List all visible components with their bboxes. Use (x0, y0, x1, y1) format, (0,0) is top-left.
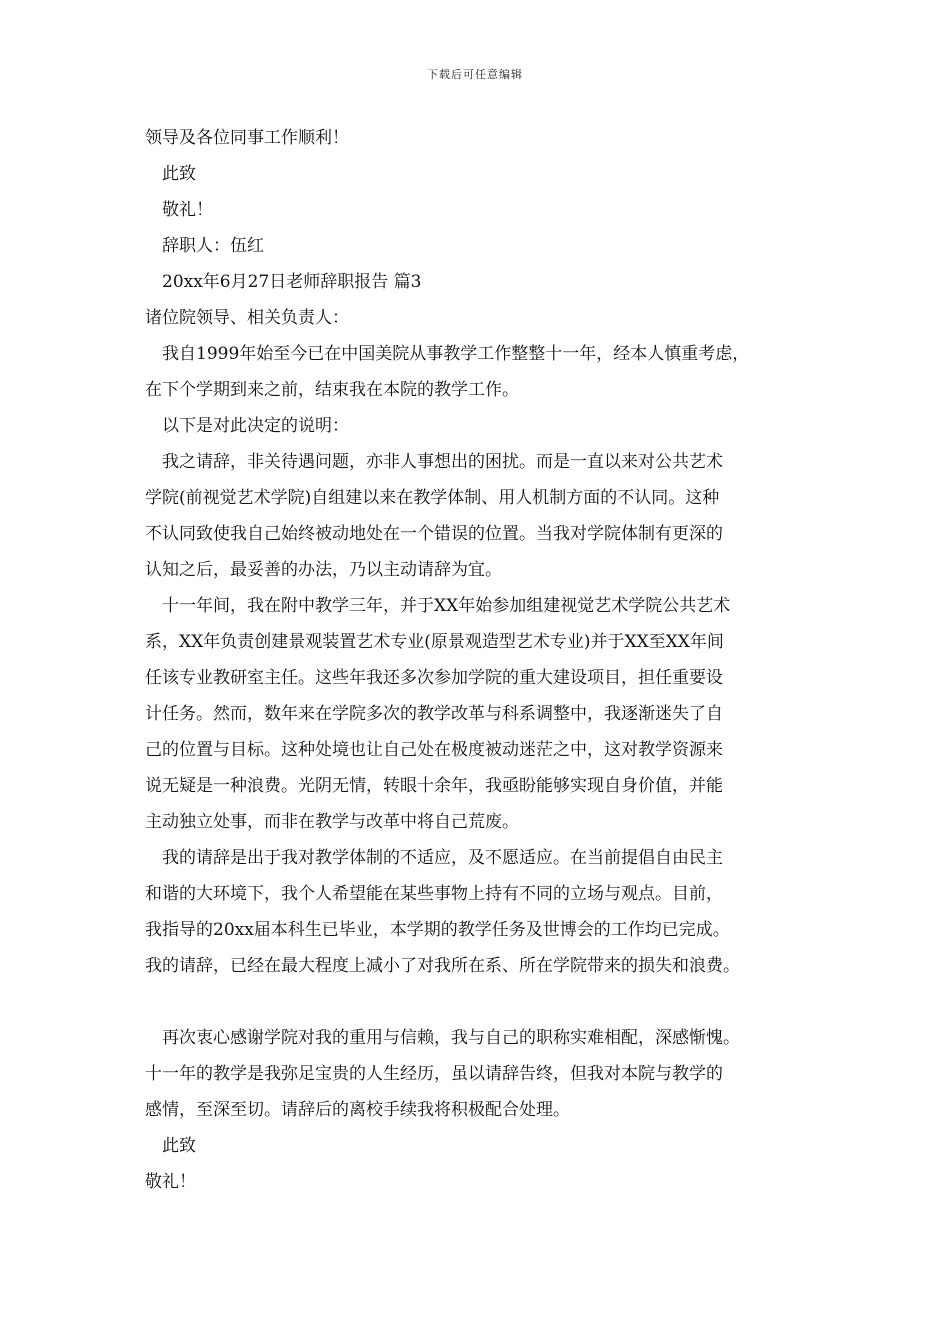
text-line: 敬礼！ (145, 200, 213, 220)
text-line: 领导及各位同事工作顺利！ (145, 128, 349, 148)
text-line: 和谐的大环境下，我个人希望能在某些事物上持有不同的立场与观点。目前， (145, 884, 723, 904)
text-line: 以下是对此决定的说明： (145, 416, 349, 436)
text-line: 我指导的20xx届本科生已毕业，本学期的教学任务及世博会的工作均已完成。 (145, 920, 730, 940)
text-line: 十一年间，我在附中教学三年，并于XX年始参加组建视觉艺术学院公共艺术 (145, 596, 731, 616)
text-line: 我之请辞，非关待遇问题，亦非人事想出的困扰。而是一直以来对公共艺术 (145, 452, 723, 472)
text-line: 认知之后，最妥善的办法，乃以主动请辞为宜。 (145, 560, 502, 580)
text-line: 感情，至深至切。请辞后的离校手续我将积极配合处理。 (145, 1100, 570, 1120)
text-line: 此致 (145, 164, 196, 184)
text-line: 不认同致使我自己始终被动地处在一个错误的位置。当我对学院体制有更深的 (145, 524, 723, 544)
text-line: 计任务。然而，数年来在学院多次的教学改革与科系调整中，我逐渐迷失了自 (145, 704, 723, 724)
text-line: 学院(前视觉艺术学院)自组建以来在教学体制、用人机制方面的不认同。这种 (145, 488, 720, 508)
text-line: 在下个学期到来之前，结束我在本院的教学工作。 (145, 380, 519, 400)
text-line: 辞职人：伍红 (145, 236, 264, 256)
text-line: 系，XX年负责创建景观装置艺术专业(原景观造型艺术专业)并于XX至XX年间 (145, 632, 724, 652)
text-line: 己的位置与目标。这种处境也让自己处在极度被动迷茫之中，这对教学资源来 (145, 740, 723, 760)
text-line: 诸位院领导、相关负责人： (145, 308, 349, 328)
text-line: 再次衷心感谢学院对我的重用与信赖，我与自己的职称实难相配，深感惭愧。 (145, 1028, 740, 1048)
text-line: 我的请辞，已经在最大程度上减小了对我所在系、所在学院带来的损失和浪费。 (145, 956, 740, 976)
blank-line (145, 984, 835, 1020)
text-line: 十一年的教学是我弥足宝贵的人生经历，虽以请辞告终，但我对本院与教学的 (145, 1064, 723, 1084)
document-body (145, 120, 835, 1200)
text-line: 我自1999年始至今已在中国美院从事教学工作整整十一年，经本人慎重考虑， (145, 344, 750, 364)
page-header: 下载后可任意编辑 (427, 68, 523, 81)
text-line: 此致 (145, 1136, 196, 1156)
text-line: 主动独立处事，而非在教学与改革中将自己荒废。 (145, 812, 519, 832)
text-line: 任该专业教研室主任。这些年我还多次参加学院的重大建设项目，担任重要设 (145, 668, 723, 688)
text-line: 我的请辞是出于我对教学体制的不适应，及不愿适应。在当前提倡自由民主 (145, 848, 723, 868)
text-line: 敬礼！ (145, 1172, 196, 1192)
text-line: 说无疑是一种浪费。光阴无情，转眼十余年，我亟盼能够实现自身价值，并能 (145, 776, 723, 796)
text-line: 20xx年6月27日老师辞职报告 篇3 (145, 272, 422, 292)
